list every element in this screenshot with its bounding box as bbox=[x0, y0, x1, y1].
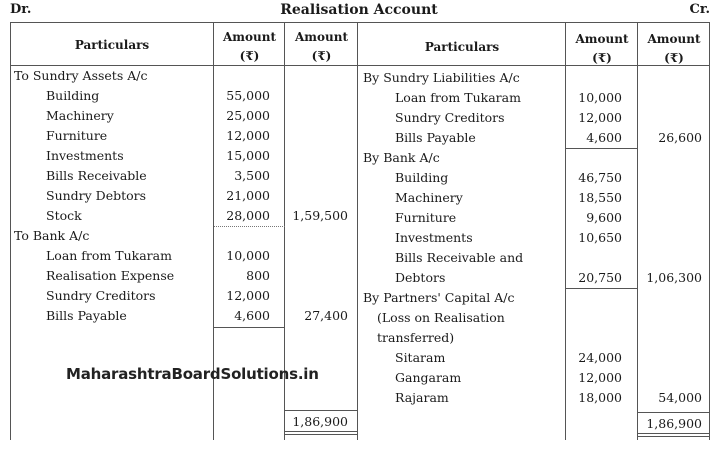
list-item-amount: 4,600 bbox=[586, 130, 622, 145]
account-title: Realisation Account bbox=[280, 2, 438, 18]
list-item: Gangaram bbox=[395, 370, 462, 385]
debit-group2-total: 27,400 bbox=[304, 308, 348, 323]
list-item: Machinery bbox=[395, 190, 463, 205]
credit-rupee-header: (₹) bbox=[592, 51, 612, 65]
debit-amount-header: Amount bbox=[222, 30, 276, 44]
subtotal-rule bbox=[566, 288, 638, 289]
list-item: Furniture bbox=[395, 210, 457, 225]
cr-label: Cr. bbox=[689, 2, 710, 17]
debit-total-rupee: (₹) bbox=[311, 49, 332, 63]
list-item-amount: 12,000 bbox=[578, 110, 622, 125]
list-item-amount: 21,000 bbox=[226, 188, 270, 203]
list-item-amount: 10,650 bbox=[578, 230, 622, 245]
list-item: Debtors bbox=[395, 270, 446, 285]
credit-grand-total: 1,86,900 bbox=[646, 416, 702, 431]
credit-total-header: Amount bbox=[647, 32, 701, 46]
credit-group3-title: By Partners' Capital A/c bbox=[363, 290, 515, 305]
credit-total-top-rule bbox=[638, 412, 710, 413]
list-item: Loan from Tukaram bbox=[395, 90, 521, 105]
debit-grand-total: 1,86,900 bbox=[292, 414, 348, 429]
list-item: Bills Payable bbox=[395, 130, 476, 145]
debit-particulars-header: Particulars bbox=[74, 38, 150, 52]
list-item-amount: 18,000 bbox=[578, 390, 622, 405]
list-item-amount: 9,600 bbox=[586, 210, 622, 225]
dr-label: Dr. bbox=[10, 2, 32, 17]
list-item: Building bbox=[395, 170, 449, 185]
subtotal-rule bbox=[566, 148, 638, 149]
credit-group3-note: (Loss on Realisation bbox=[377, 310, 505, 325]
list-item-amount: 12,000 bbox=[226, 128, 270, 143]
debit-total-top-rule bbox=[285, 410, 358, 411]
debit-group1-title: To Sundry Assets A/c bbox=[14, 68, 148, 83]
subtotal-rule bbox=[214, 226, 285, 227]
list-item-amount: 18,550 bbox=[578, 190, 622, 205]
list-item: Bills Receivable and bbox=[395, 250, 524, 265]
list-item-amount: 46,750 bbox=[578, 170, 622, 185]
list-item-amount: 28,000 bbox=[226, 208, 270, 223]
list-item: Investments bbox=[395, 230, 473, 245]
credit-group2-title: By Bank A/c bbox=[363, 150, 440, 165]
list-item: Sundry Creditors bbox=[395, 110, 505, 125]
list-item-amount: 12,000 bbox=[578, 370, 622, 385]
list-item-amount: 15,000 bbox=[226, 148, 270, 163]
debit-group1-total: 1,59,500 bbox=[292, 208, 348, 223]
list-item-amount: 25,000 bbox=[226, 108, 270, 123]
watermark: MaharashtraBoardSolutions.in bbox=[66, 365, 319, 383]
credit-group1-title: By Sundry Liabilities A/c bbox=[363, 70, 520, 85]
credit-group1-total: 26,600 bbox=[658, 130, 702, 145]
debit-total-header: Amount bbox=[294, 30, 348, 44]
list-item: Stock bbox=[46, 208, 82, 223]
list-item-amount: 3,500 bbox=[234, 168, 270, 183]
debit-group2-title: To Bank A/c bbox=[14, 228, 90, 243]
credit-amount-header: Amount bbox=[575, 32, 629, 46]
credit-total-rupee: (₹) bbox=[664, 51, 684, 65]
list-item: Sitaram bbox=[395, 350, 446, 365]
credit-total-double-rule bbox=[638, 433, 710, 437]
debit-rupee-header: (₹) bbox=[239, 49, 260, 63]
list-item-amount: 800 bbox=[246, 268, 270, 283]
credit-group2-total: 1,06,300 bbox=[646, 270, 702, 285]
list-item: Machinery bbox=[46, 108, 114, 123]
debit-total-double-rule bbox=[285, 431, 358, 435]
list-item-amount: 10,000 bbox=[578, 90, 622, 105]
credit-group3-total: 54,000 bbox=[658, 390, 702, 405]
list-item: Investments bbox=[46, 148, 124, 163]
list-item: Bills Receivable bbox=[46, 168, 147, 183]
list-item: Rajaram bbox=[395, 390, 449, 405]
list-item: Loan from Tukaram bbox=[46, 248, 172, 263]
list-item: Bills Payable bbox=[46, 308, 127, 323]
list-item-amount: 20,750 bbox=[578, 270, 622, 285]
credit-group3-note: transferred) bbox=[377, 330, 455, 345]
list-item-amount: 12,000 bbox=[226, 288, 270, 303]
list-item-amount: 4,600 bbox=[234, 308, 270, 323]
subtotal-rule bbox=[214, 327, 285, 328]
list-item-amount: 55,000 bbox=[226, 88, 270, 103]
list-item-amount: 10,000 bbox=[226, 248, 270, 263]
list-item: Building bbox=[46, 88, 100, 103]
list-item: Sundry Creditors bbox=[46, 288, 156, 303]
credit-particulars-header: Particulars bbox=[424, 40, 500, 54]
list-item: Realisation Expense bbox=[46, 268, 175, 283]
list-item: Furniture bbox=[46, 128, 108, 143]
credit-total-col bbox=[638, 22, 710, 440]
list-item-amount: 24,000 bbox=[578, 350, 622, 365]
list-item: Sundry Debtors bbox=[46, 188, 147, 203]
